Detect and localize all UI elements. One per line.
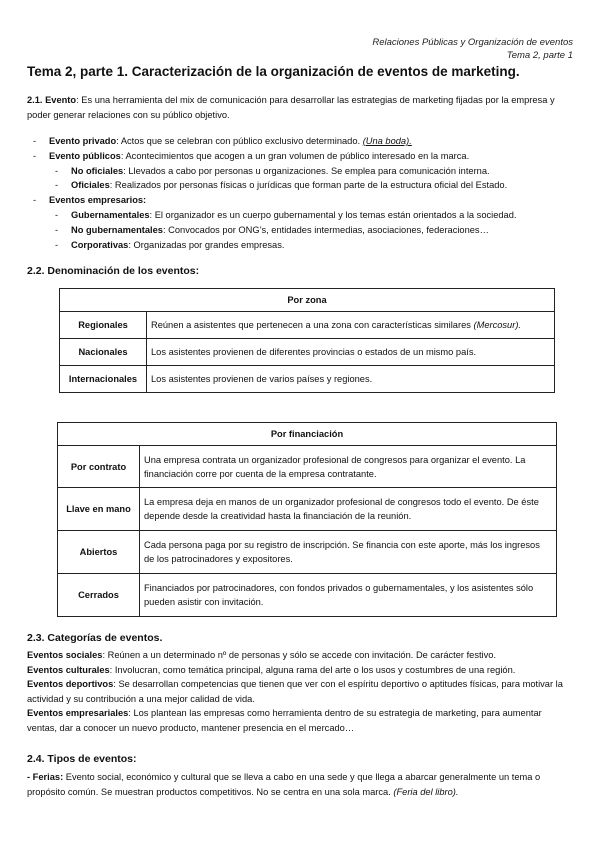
- ferias-item: - Ferias: Evento social, económico y cultural que se lleva a cabo en una sede y que llega a abarcar generalmente un tema o propósito común. Se muestran productos competitivos. No se centra en una sola marca. (Feria del libro).: [27, 772, 541, 797]
- header-course: Relaciones Públicas y Organización de eventos: [372, 37, 573, 48]
- list-item: - Corporativas: Organizadas por grandes empresas.: [27, 238, 573, 253]
- list-item: - Eventos empresarios:: [27, 193, 573, 208]
- list-item: - No gubernamentales: Convocados por ONG’s, entidades intermedias, asociaciones, federaciones…: [27, 223, 573, 238]
- table-row: Cerrados Financiados por patrocinadores, con fondos privados o gubernamentales, y los asistentes sólo pueden asistir con invitación.: [58, 574, 557, 617]
- section-2-3-heading: 2.3. Categorías de eventos.: [27, 632, 163, 644]
- list-item: - Oficiales: Realizados por personas físicas o jurídicas que forman parte de la estructura oficial del Estado.: [27, 178, 573, 193]
- page-title: Tema 2, parte 1. Caracterización de la organización de eventos de marketing.: [27, 64, 520, 79]
- zone-table-title: Por zona: [60, 289, 555, 312]
- list-item: Eventos sociales: Reúnen a un determinado nº de personas y sólo se accede con invitación. De carácter festivo.: [27, 650, 497, 660]
- table-row: Nacionales Los asistentes provienen de diferentes provincias o estados de un mismo país.: [60, 339, 555, 366]
- table-row: Llave en mano La empresa deja en manos de un organizador profesional de congresos todo el evento. De éste depende desde la creatividad hasta la financiación de la reunión.: [58, 488, 557, 531]
- section-2-1-text: : Es una herramienta del mix de comunicación para desarrollar las estrategias de marketing fijadas por la empresa y poder generar relaciones con su público objetivo.: [27, 95, 555, 120]
- list-item: - Evento privado: Actos que se celebran con público exclusivo determinado. (Una boda).: [27, 134, 573, 149]
- financing-table-title: Por financiación: [58, 423, 557, 446]
- list-item: Eventos culturales: Involucran, como temática principal, alguna rama del arte o los usos y costumbres de una región.: [27, 664, 516, 675]
- running-header: [372, 36, 573, 62]
- financing-table: [57, 422, 557, 617]
- table-row: Abiertos Cada persona paga por su registro de inscripción. Se financia con este aporte, más los ingresos de los patrocinadores y expositores.: [58, 531, 557, 574]
- section-2-4-heading: 2.4. Tipos de eventos:: [27, 753, 137, 765]
- section-2-1-lead: 2.1. Evento: [27, 95, 77, 105]
- list-item: - Gubernamentales: El organizador es un cuerpo gubernamental y los temas están orientados a la sociedad.: [27, 208, 573, 223]
- zone-table: [59, 288, 555, 393]
- section-2-2-heading: 2.2. Denominación de los eventos:: [27, 265, 200, 277]
- table-row: Por contrato Una empresa contrata un organizador profesional de congresos para organizar el evento. La financiación corre por cuenta de la empresa contratante.: [58, 446, 557, 488]
- list-item: - Evento públicos: Acontecimientos que acogen a un gran volumen de público interesado en la marca.: [27, 149, 573, 164]
- table-row: Regionales Reúnen a asistentes que pertenecen a una zona con características similares (Mercosur).: [60, 312, 555, 339]
- list-item: - No oficiales: Llevados a cabo por personas u organizaciones. Se emplea para comunicación interna.: [27, 164, 573, 179]
- categories-list: [27, 648, 573, 735]
- section-2-1: [27, 93, 573, 122]
- table-row: Internacionales Los asistentes provienen de varios países y regiones.: [60, 366, 555, 393]
- event-type-list: [27, 134, 573, 252]
- header-topic: Tema 2, parte 1: [506, 50, 573, 61]
- list-item: Eventos empresariales: Los plantean las empresas como herramienta dentro de su estrategia de marketing, para aumentar ventas, dar a conocer un nuevo producto, mantener presencia en el mercado…: [27, 708, 542, 733]
- list-item: Eventos deportivos: Se desarrollan competencias que tienen que ver con el espíritu deportivo o aptitudes físicas, para motivar la actividad y su contribución a una mejor calidad de vida.: [27, 679, 563, 704]
